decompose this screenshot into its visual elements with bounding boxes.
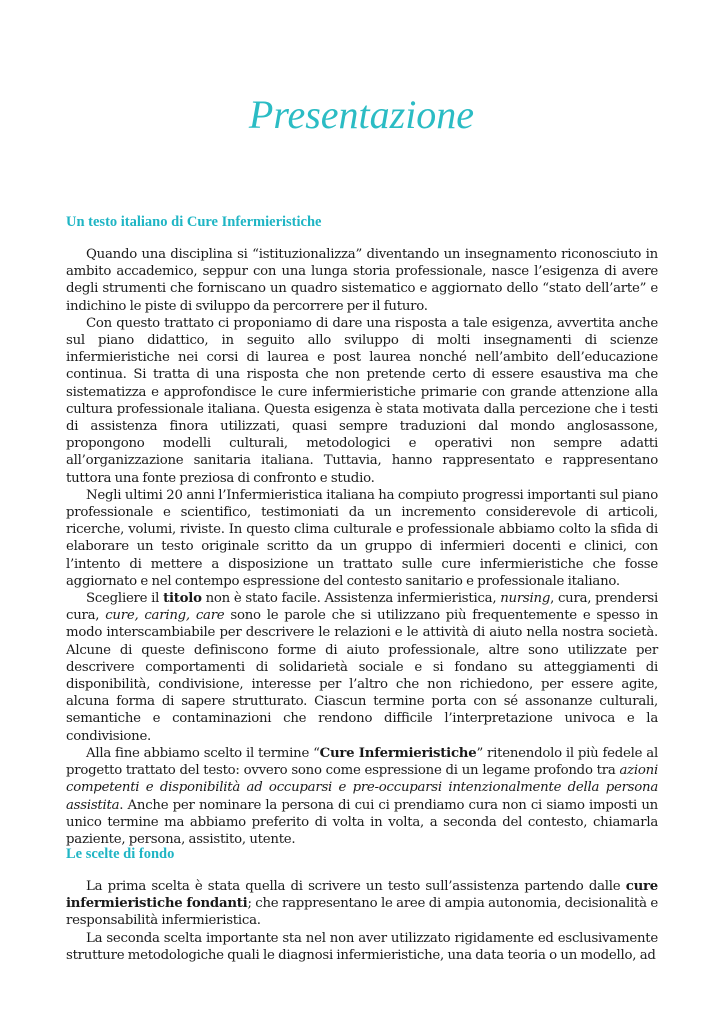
text-run: Scegliere il	[86, 591, 164, 607]
section-body-scelte-di-fondo	[66, 878, 658, 964]
paragraph	[66, 878, 658, 930]
text-run: sono le parole che si utilizzano più frequentemente e spesso in modo interscambiabile per descrivere le relazioni e le attività di aiuto nella nostra società. Alcune di queste definiscono forme di aiuto professionale, altre sono utilizzate per descrivere comportamenti di solidarietà sociale e si fondano su atteggiamenti di disponibilità, condivisione, interesse per l’altro che non richiedono, per essere agite, alcuna forma di sapere strutturato. Ciascun termine porta con sé assonanze culturali, semantiche e contaminazioni che rendono difficile l’interpretazione univoca e la condivisione.	[66, 608, 659, 744]
paragraph: Quando una disciplina si “istituzionalizza” diventando un insegnamento riconosciuto in ambito accademico, seppur con una lunga storia professionale, nasce l’esigenza di avere degli strumenti che forniscano un quadro sistematico e aggiornato dello “stato dell’arte” e indichino le piste di sviluppo da percorrere per il futuro.	[66, 247, 658, 314]
paragraph	[66, 745, 658, 848]
italic-term: cure, caring, care	[105, 608, 225, 624]
text-run: . Anche per nominare la persona di cui ci prendiamo cura non ci siamo imposti un unico termine ma abbiamo preferito di volta in volta, a seconda del contesto, chiamarla paziente, persona, assistito, utente.	[66, 797, 658, 847]
text-run: La prima scelta è stata quella di scrivere un testo sull’assistenza partendo dalle	[86, 879, 626, 894]
paragraph: La seconda scelta importante sta nel non aver utilizzato rigidamente ed esclusivamente strutture metodologiche quali le diagnosi infermieristiche, una data teoria o un modello, ad	[66, 930, 658, 963]
text-run: ; che rappresentano le aree di ampia autonomia, decisionalità e responsabilità infermieristica.	[66, 896, 659, 929]
paragraph: Negli ultimi 20 anni l’Infermieristica italiana ha compiuto progressi importanti sul piano professionale e scientifico, testimoniati da un incremento considerevole di articoli, ricerche, volumi, riviste. In questo clima culturale e professionale abbiamo colto la sfida di elaborare un testo originale scritto da un gruppo di infermieri docenti e clinici, con l’intento di mettere a disposizione un trattato sulle cure infermieristiche che fosse aggiornato e nel contempo espressione del contesto sanitario e professionale italiano.	[66, 487, 658, 589]
section-heading-testo-italiano: Un testo italiano di Cure Infermieristiche	[66, 214, 322, 230]
section-heading-scelte-di-fondo: Le scelte di fondo	[66, 846, 175, 862]
text-run: , cura, prendersi cura,	[66, 591, 658, 624]
text-run: non è stato facile. Assistenza infermieristica,	[201, 591, 501, 607]
text-run: ” ritenendolo il più fedele al progetto trattato del testo: ovvero sono come espressione di un legame profondo tra	[66, 745, 658, 779]
bold-term: cure infermieristiche fondanti	[66, 879, 658, 912]
paragraph	[66, 590, 658, 745]
paragraph: Con questo trattato ci proponiamo di dare una risposta a tale esigenza, avvertita anche sul piano didattico, in seguito allo sviluppo di molti insegnamenti di scienze infermieristiche nei corsi di laurea e post laurea nonché nell’ambito dell’educazione continua. Si tratta di una risposta che non pretende certo di essere esaustiva ma che sistematizza e approfondisce le cure infermieristiche primarie con grande attenzione alla cultura professionale italiana. Questa esigenza è stata motivata dalla percezione che i testi di assistenza finora utilizzati, quasi sempre traduzioni dal mondo anglosassone, propongono modelli culturali, metodologici e operativi non sempre adatti all’organizzazione sanitaria italiana. Tuttavia, hanno rappresentato e rappresentano tuttora una fonte preziosa di confronto e studio.	[66, 315, 658, 486]
section-body-testo-italiano	[66, 246, 658, 848]
text-run: Alla fine abbiamo scelto il termine “	[86, 745, 320, 761]
page-title: Presentazione	[248, 92, 475, 137]
bold-term: titolo	[163, 591, 202, 607]
italic-term: azioni competenti e disponibilità ad occuparsi e pre-occuparsi intenzionalmente della persona assistita	[66, 763, 658, 813]
italic-term: nursing	[500, 591, 551, 607]
bold-term: Cure Infermieristiche	[319, 745, 477, 761]
